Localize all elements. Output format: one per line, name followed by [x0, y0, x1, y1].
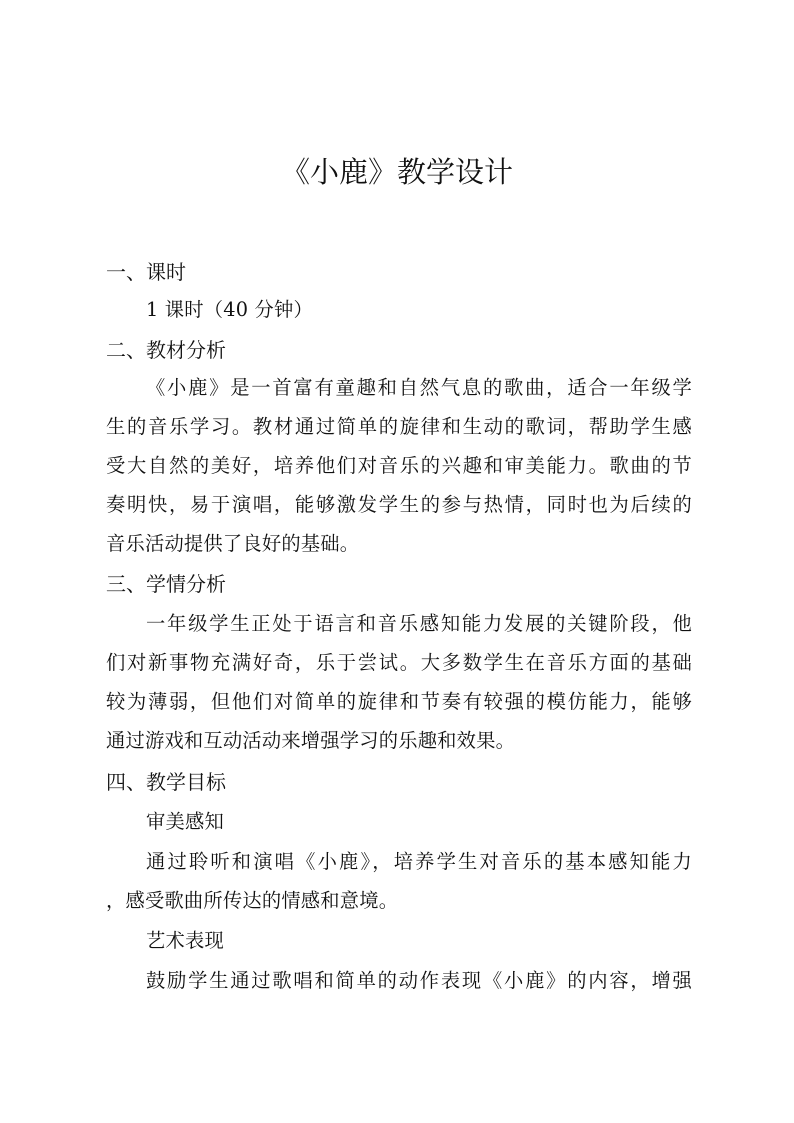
page-title: 《小鹿》教学设计: [280, 155, 513, 189]
paragraph-line: 鼓励学生通过歌唱和简单的动作表现《小鹿》的内容，增强: [146, 969, 692, 992]
section-heading-class-hours: 一、课时: [106, 260, 186, 284]
section-heading-material-analysis: 二、教材分析: [106, 338, 226, 362]
section-heading-teaching-goals: 四、教学目标: [106, 770, 226, 794]
paragraph-line: 通过聆听和演唱《小鹿》，培养学生对音乐的基本感知能力: [146, 850, 692, 873]
paragraph-line: 们对新事物充满好奇，乐于尝试。大多数学生在音乐方面的基础: [106, 651, 692, 674]
paragraph-line: 受大自然的美好，培养他们对音乐的兴趣和审美能力。歌曲的节: [106, 454, 692, 477]
paragraph-line: 生的音乐学习。教材通过简单的旋律和生动的歌词，帮助学生感: [106, 415, 692, 438]
subheading-artistic-expression: 艺术表现: [146, 929, 224, 952]
paragraph-line: 较为薄弱，但他们对简单的旋律和节奏有较强的模仿能力，能够: [106, 690, 692, 713]
section-heading-learner-analysis: 三、学情分析: [106, 572, 226, 596]
paragraph-line: 奏明快，易于演唱，能够激发学生的参与热情，同时也为后续的: [106, 493, 692, 516]
paragraph-line: 音乐活动提供了良好的基础。: [106, 532, 360, 555]
subheading-aesthetic-perception: 审美感知: [146, 810, 224, 833]
paragraph-line: ，感受歌曲所传达的情感和意境。: [106, 889, 399, 912]
paragraph-line: 一年级学生正处于语言和音乐感知能力发展的关键阶段，他: [146, 612, 692, 635]
paragraph-line: 《小鹿》是一首富有童趣和自然气息的歌曲，适合一年级学: [146, 376, 692, 399]
paragraph-line: 1 课时（40 分钟）: [146, 298, 313, 321]
paragraph-line: 通过游戏和互动活动来增强学习的乐趣和效果。: [106, 729, 516, 752]
